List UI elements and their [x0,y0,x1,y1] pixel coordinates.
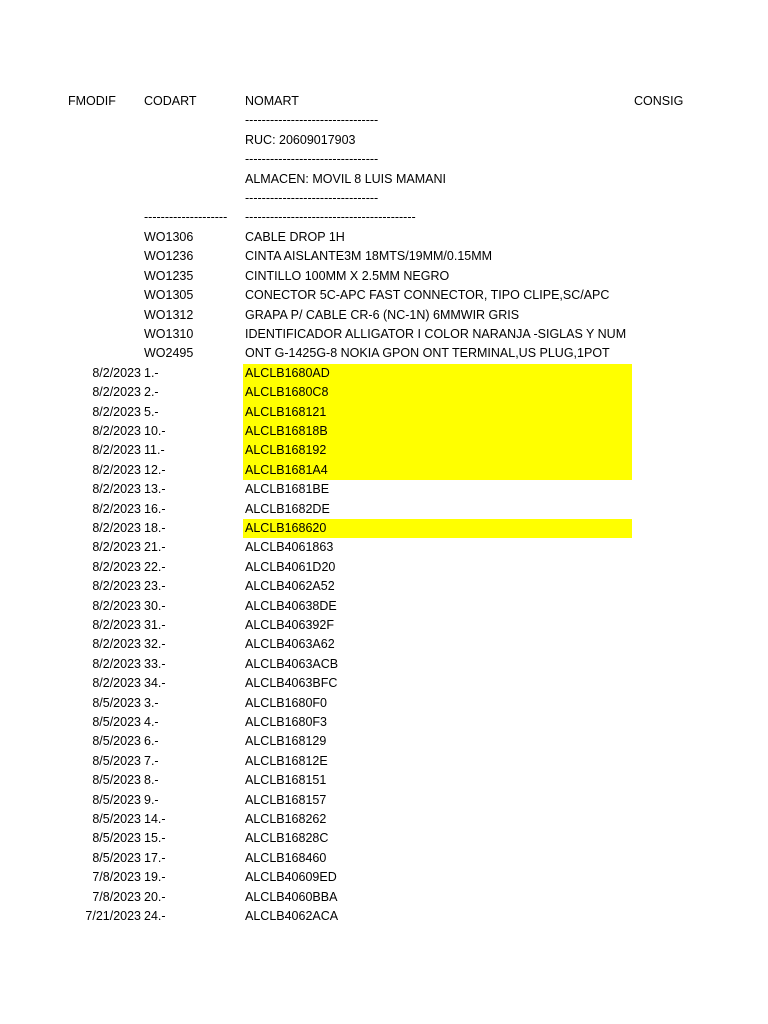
serial-codart: 24.- [144,909,166,923]
article-nomart: ONT G-1425G-8 NOKIA GPON ONT TERMINAL,US PLUG,1POT [245,346,610,361]
serial-fmodif: 8/2/2023 [92,462,141,477]
article-row [0,344,768,363]
serial-fmodif: 8/5/2023 [92,695,141,710]
serial-fmodif: 8/2/2023 [92,559,141,574]
serial-fmodif: 8/2/2023 [92,579,141,594]
serial-codart: 18.- [144,521,166,535]
serial-codart: 23.- [144,579,166,594]
header-fmodif: FMODIF [68,94,116,108]
serial-codart: 5.- [144,404,159,419]
article-nomart: CABLE DROP 1H [245,230,345,244]
serial-nomart: ALCLB168121 [245,404,327,419]
serial-nomart: ALCLB4060BBA [245,889,338,904]
article-row [0,325,768,344]
serial-codart: 3.- [144,695,159,710]
article-nomart: IDENTIFICADOR ALLIGATOR I COLOR NARANJA -SIGLAS Y NUM [245,327,627,341]
serial-nomart: ALCLB40638DE [245,598,337,613]
separator-row [0,111,768,130]
article-codart: WO1310 [144,327,194,341]
serial-codart: 8.- [144,773,159,788]
serial-nomart: ALCLB4062ACA [245,909,339,923]
serial-codart: 16.- [144,501,166,516]
serial-row [0,519,768,538]
serial-codart: 4.- [144,715,159,729]
serial-codart: 33.- [144,656,166,671]
serial-row [0,616,768,635]
serial-fmodif: 7/21/2023 [85,909,141,923]
serial-row [0,694,768,713]
serial-fmodif: 8/5/2023 [92,715,141,729]
serial-fmodif: 8/2/2023 [92,637,141,652]
article-codart: WO1306 [144,230,194,244]
serial-codart: 9.- [144,792,159,807]
serial-fmodif: 8/2/2023 [92,598,141,613]
nomart-separator-line: ----------------------------------------- [245,210,416,225]
serial-nomart: ALCLB168151 [245,773,327,788]
serial-fmodif: 8/5/2023 [92,831,141,846]
serial-row [0,791,768,810]
article-codart: WO1312 [144,307,194,322]
serial-codart: 1.- [144,365,159,380]
serial-row [0,422,768,441]
almacen-row [0,170,768,189]
ruc-row [0,131,768,150]
serial-nomart: ALCLB1680C8 [245,385,329,400]
serial-fmodif: 8/2/2023 [92,540,141,555]
serial-nomart: ALCLB4063BFC [245,676,338,691]
serial-fmodif: 8/2/2023 [92,501,141,516]
serial-fmodif: 8/5/2023 [92,773,141,788]
serial-row [0,635,768,654]
serial-fmodif: 8/5/2023 [92,734,141,749]
serial-nomart: ALCLB168262 [245,812,327,826]
serial-nomart: ALCLB1681A4 [245,462,328,477]
serial-fmodif: 7/8/2023 [92,870,141,885]
serial-fmodif: 8/2/2023 [92,424,141,438]
serial-row [0,577,768,596]
article-codart: WO1235 [144,268,194,283]
serial-row [0,655,768,674]
serial-row [0,868,768,887]
article-codart: WO1236 [144,249,194,264]
serial-fmodif: 8/2/2023 [92,385,141,400]
serial-fmodif: 8/5/2023 [92,850,141,865]
column-separator-row [0,208,768,227]
serial-fmodif: 8/2/2023 [92,443,141,458]
serial-nomart: ALCLB1682DE [245,501,330,516]
serial-nomart: ALCLB168129 [245,734,327,749]
serial-fmodif: 8/2/2023 [92,676,141,691]
serial-row [0,364,768,383]
serial-nomart: ALCLB1680F0 [245,695,328,710]
serial-nomart: ALCLB4063ACB [245,656,339,671]
serial-nomart: ALCLB1680AD [245,365,330,380]
serial-row [0,674,768,693]
header-codart: CODART [144,94,197,108]
serial-nomart: ALCLB168460 [245,850,327,865]
codart-separator-line: -------------------- [144,210,228,225]
serial-row [0,383,768,402]
serial-codart: 13.- [144,482,166,497]
serial-nomart: ALCLB4061D20 [245,559,336,574]
serial-nomart: ALCLB4061863 [245,540,334,555]
serial-nomart: ALCLB168620 [245,521,327,535]
article-row [0,228,768,247]
serial-row [0,441,768,460]
serial-codart: 15.- [144,831,166,846]
serial-row [0,597,768,616]
serial-codart: 12.- [144,462,166,477]
ruc-text: RUC: 20609017903 [245,132,356,147]
serial-nomart: ALCLB40609ED [245,870,337,885]
serial-nomart: ALCLB1680F3 [245,715,328,729]
serial-codart: 2.- [144,385,159,400]
serial-fmodif: 8/2/2023 [92,618,141,632]
serial-codart: 21.- [144,540,166,555]
serial-row [0,810,768,829]
separator-row [0,189,768,208]
separator-row [0,150,768,169]
serial-row [0,752,768,771]
serial-nomart: ALCLB16818B [245,424,328,438]
serial-codart: 34.- [144,676,166,691]
article-row [0,267,768,286]
serial-row [0,732,768,751]
serial-nomart: ALCLB4063A62 [245,637,335,652]
serial-row [0,713,768,732]
article-nomart: CINTA AISLANTE3M 18MTS/19MM/0.15MM [245,249,493,264]
serial-nomart: ALCLB1681BE [245,482,330,497]
serial-codart: 20.- [144,889,166,904]
article-nomart: CINTILLO 100MM X 2.5MM NEGRO [245,268,450,283]
separator-line: -------------------------------- [245,191,379,205]
serial-fmodif: 8/5/2023 [92,792,141,807]
serial-codart: 30.- [144,598,166,613]
article-nomart: GRAPA P/ CABLE CR-6 (NC-1N) 6MMWIR GRIS [245,307,520,322]
serial-row [0,538,768,557]
serial-nomart: ALCLB168157 [245,792,327,807]
serial-codart: 7.- [144,753,159,768]
article-row [0,306,768,325]
serial-codart: 32.- [144,637,166,652]
serial-codart: 22.- [144,559,166,574]
serial-row [0,500,768,519]
serial-row [0,558,768,577]
serial-row [0,888,768,907]
header-row [0,92,768,111]
article-codart: WO1305 [144,288,194,303]
article-row [0,247,768,266]
header-consig: CONSIG [634,94,684,108]
serial-nomart: ALCLB168192 [245,443,327,458]
serial-nomart: ALCLB4062A52 [245,579,335,594]
serial-row [0,771,768,790]
serial-fmodif: 8/2/2023 [92,482,141,497]
serial-codart: 31.- [144,618,166,632]
serial-row [0,480,768,499]
header-nomart: NOMART [245,94,299,108]
serial-fmodif: 8/2/2023 [92,365,141,380]
serial-row [0,849,768,868]
serial-fmodif: 8/5/2023 [92,753,141,768]
serial-row [0,461,768,480]
serial-nomart: ALCLB16812E [245,753,328,768]
separator-line: -------------------------------- [245,152,379,167]
serial-codart: 10.- [144,424,166,438]
serial-nomart: ALCLB406392F [245,618,334,632]
serial-fmodif: 7/8/2023 [92,889,141,904]
serial-row [0,829,768,848]
serial-codart: 19.- [144,870,166,885]
article-row [0,286,768,305]
article-codart: WO2495 [144,346,194,361]
serial-fmodif: 8/5/2023 [92,812,141,826]
serial-row [0,403,768,422]
serial-codart: 11.- [144,443,165,458]
serial-fmodif: 8/2/2023 [92,521,141,535]
serial-fmodif: 8/2/2023 [92,656,141,671]
serial-nomart: ALCLB16828C [245,831,329,846]
serial-codart: 17.- [144,850,166,865]
serial-codart: 14.- [144,812,166,826]
almacen-text: ALMACEN: MOVIL 8 LUIS MAMANI [245,171,446,186]
article-nomart: CONECTOR 5C-APC FAST CONNECTOR, TIPO CLIPE,SC/APC [245,288,610,303]
separator-line: -------------------------------- [245,113,379,128]
serial-codart: 6.- [144,734,159,749]
serial-row [0,907,768,926]
serial-fmodif: 8/2/2023 [92,404,141,419]
